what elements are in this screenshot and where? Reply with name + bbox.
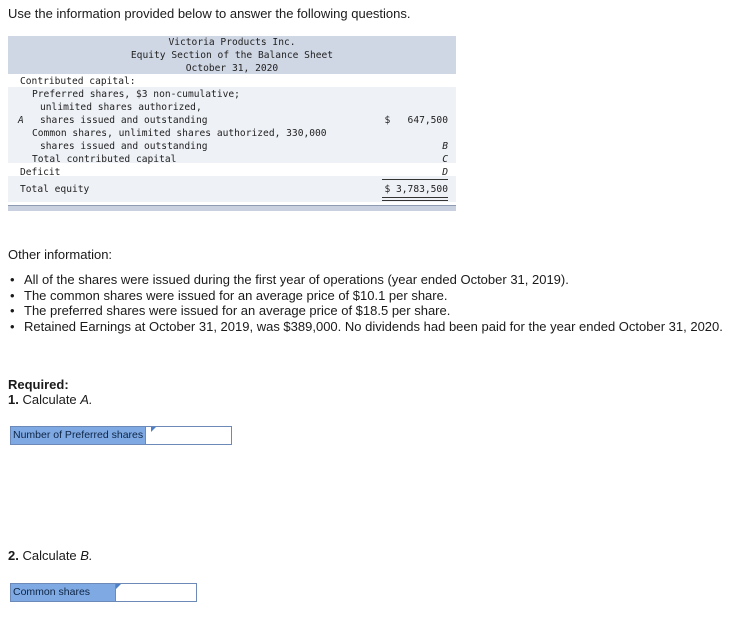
- preferred-shares-line3: shares issued and outstanding: [40, 115, 208, 126]
- preferred-shares-line2: unlimited shares authorized,: [40, 102, 202, 113]
- contributed-capital-label: Contributed capital:: [20, 76, 136, 87]
- preferred-shares-amount: $ 647,500: [384, 115, 448, 126]
- total-double-rule: [382, 197, 448, 201]
- input-marker-icon: [116, 584, 121, 589]
- common-shares-line2: shares issued and outstanding: [40, 141, 208, 152]
- question-1: [8, 392, 93, 407]
- answer-label: Common shares: [11, 584, 116, 601]
- total-equity-label: Total equity: [20, 184, 90, 195]
- deficit-label: Deficit: [20, 167, 61, 178]
- common-shares-line1: Common shares, unlimited shares authorized, 330,000: [32, 128, 327, 139]
- question-text: Calculate: [22, 392, 77, 407]
- question-number: 2.: [8, 548, 19, 563]
- common-shares-input[interactable]: [116, 584, 196, 601]
- list-item: • The preferred shares were issued for an average price of $18.5 per share.: [8, 303, 723, 319]
- question-variable: A.: [80, 392, 93, 407]
- table-bottom-border: [8, 205, 456, 211]
- statement-title: Equity Section of the Balance Sheet: [130, 50, 334, 61]
- question-variable: B.: [80, 548, 93, 563]
- list-item: • The common shares were issued for an average price of $10.1 per share.: [8, 288, 723, 304]
- total-contributed-amount: C: [442, 154, 448, 165]
- preferred-shares-answer-row: [10, 426, 232, 445]
- preferred-shares-marker: A: [18, 115, 24, 126]
- subtotal-rule: [382, 179, 448, 180]
- preferred-shares-line1: Preferred shares, $3 non-cumulative;: [32, 89, 240, 100]
- list-item: • Retained Earnings at October 31, 2019, was $389,000. No dividends had been paid for the year ended October 31, 2020.: [8, 319, 723, 335]
- input-marker-icon: [151, 427, 156, 432]
- common-shares-answer-row: [10, 583, 197, 602]
- other-information-list: [8, 272, 723, 334]
- question-text: Calculate: [22, 548, 77, 563]
- question-2: [8, 548, 93, 563]
- total-contributed-label: Total contributed capital: [32, 154, 177, 165]
- company-name: Victoria Products Inc.: [168, 37, 296, 48]
- common-shares-amount: B: [442, 141, 448, 152]
- total-equity-amount: $ 3,783,500: [384, 184, 448, 195]
- instructions-text: Use the information provided below to answer the following questions.: [8, 6, 411, 21]
- question-number: 1.: [8, 392, 19, 407]
- preferred-shares-input[interactable]: [146, 427, 231, 444]
- other-information-heading: Other information:: [8, 247, 113, 262]
- balance-sheet-table: [8, 36, 456, 211]
- required-heading: Required:: [8, 377, 69, 392]
- list-item: • All of the shares were issued during the first year of operations (year ended October 31, 2019).: [8, 272, 723, 288]
- answer-label: Number of Preferred shares: [11, 427, 146, 444]
- deficit-amount: D: [442, 167, 448, 178]
- statement-date: October 31, 2020: [185, 63, 279, 74]
